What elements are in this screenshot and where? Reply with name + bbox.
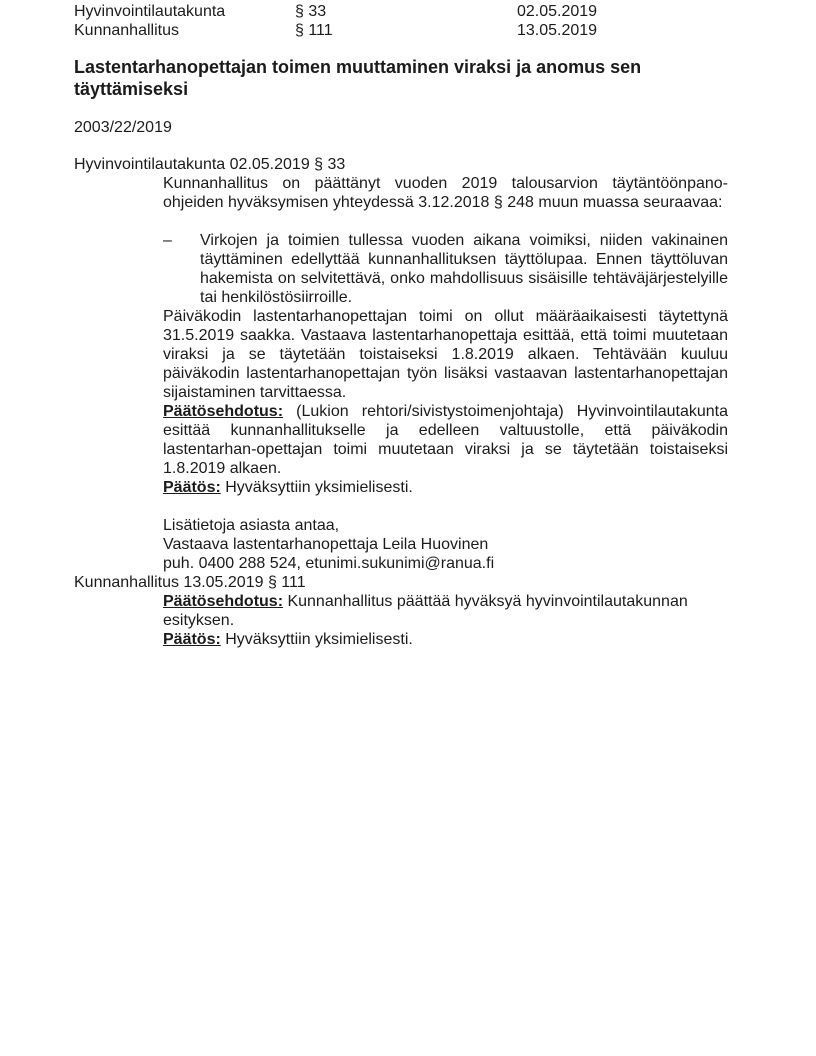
proposal-label: Päätösehdotus: [163, 403, 284, 420]
proposal-label: Päätösehdotus: [163, 593, 284, 610]
document-title: Lastentarhanopettajan toimen muuttaminen viraksi ja anomus sen täyttämiseksi [74, 57, 642, 99]
header-section-ref: § 33 [295, 3, 327, 20]
contact-line: Lisätietoja asiasta antaa, [163, 517, 340, 534]
decision-label: Päätös: [163, 479, 221, 496]
header-date: 13.05.2019 [517, 22, 598, 39]
contact-line: puh. 0400 288 524, etunimi.sukunimi@ranua.fi [163, 555, 495, 572]
decision-label: Päätös: [163, 631, 221, 648]
header-date: 02.05.2019 [517, 3, 598, 20]
body-paragraph: Päiväkodin lastentarhanopettajan toimi on ollut määräaikaisesti täytettynä 31.5.2019 saakka. Vastaava lastentarhanopettaja esittää, että toimi muutetaan viraksi ja se täytetään toistaiseksi 1.8.2019 alkaen. Tehtävään kuuluu päiväkodin lastentarhanopettajan työn lisäksi vastaavan lastentarhanopettajan sijaistaminen tarvittaessa. [163, 308, 728, 401]
proposal-text: (Lukion rehtori/sivistystoimenjohtaja) Hyvinvointilautakunta esittää kunnanhallitukselle ja edelleen valtuustolle, että päiväkodin lastentarhan-opettajan toimi muutetaan viraksi ja se täytetään toistaiseksi 1.8.2019 alkaen. [163, 403, 728, 477]
bullet-marker: – [163, 232, 172, 249]
contact-line: Vastaava lastentarhanopettaja Leila Huovinen [163, 536, 489, 553]
decision-text: Hyväksyttiin yksimielisesti. [220, 479, 413, 496]
decision-paragraph [163, 630, 728, 649]
header-org: Kunnanhallitus [74, 22, 179, 39]
section-body [163, 174, 728, 573]
meeting-header [74, 2, 738, 40]
header-section-ref: § 111 [295, 22, 333, 39]
decision-paragraph [163, 478, 728, 497]
body-paragraph: Kunnanhallitus on päättänyt vuoden 2019 talousarvion täytäntöönpano-ohjeiden hyväksymisen yhteydessä 3.12.2018 § 248 muun muassa seuraavaa: [163, 175, 728, 211]
section-heading: Kunnanhallitus 13.05.2019 § 111 [74, 574, 306, 591]
bullet-item [163, 231, 728, 307]
proposal-paragraph [163, 592, 728, 630]
header-row [74, 21, 738, 40]
section-heading: Hyvinvointilautakunta 02.05.2019 § 33 [74, 156, 346, 173]
contact-info [163, 516, 728, 573]
section-body [163, 592, 728, 649]
header-row [74, 2, 738, 21]
proposal-text: Kunnanhallitus päättää hyväksyä hyvinvointilautakunnan esityksen. [163, 593, 688, 629]
header-org: Hyvinvointilautakunta [74, 3, 226, 20]
bullet-text: Virkojen ja toimien tullessa vuoden aikana voimiksi, niiden vakinainen täyttäminen edellyttää kunnanhallituksen täyttölupaa. Ennen täyttöluvan hakemista on selvitettävä, onko mahdollisuus sisäisille tehtäväjärjestelyille tai henkilöstösiirroille. [200, 232, 728, 306]
decision-text: Hyväksyttiin yksimielisesti. [220, 631, 413, 648]
proposal-paragraph [163, 402, 728, 478]
case-number: 2003/22/2019 [74, 119, 172, 136]
